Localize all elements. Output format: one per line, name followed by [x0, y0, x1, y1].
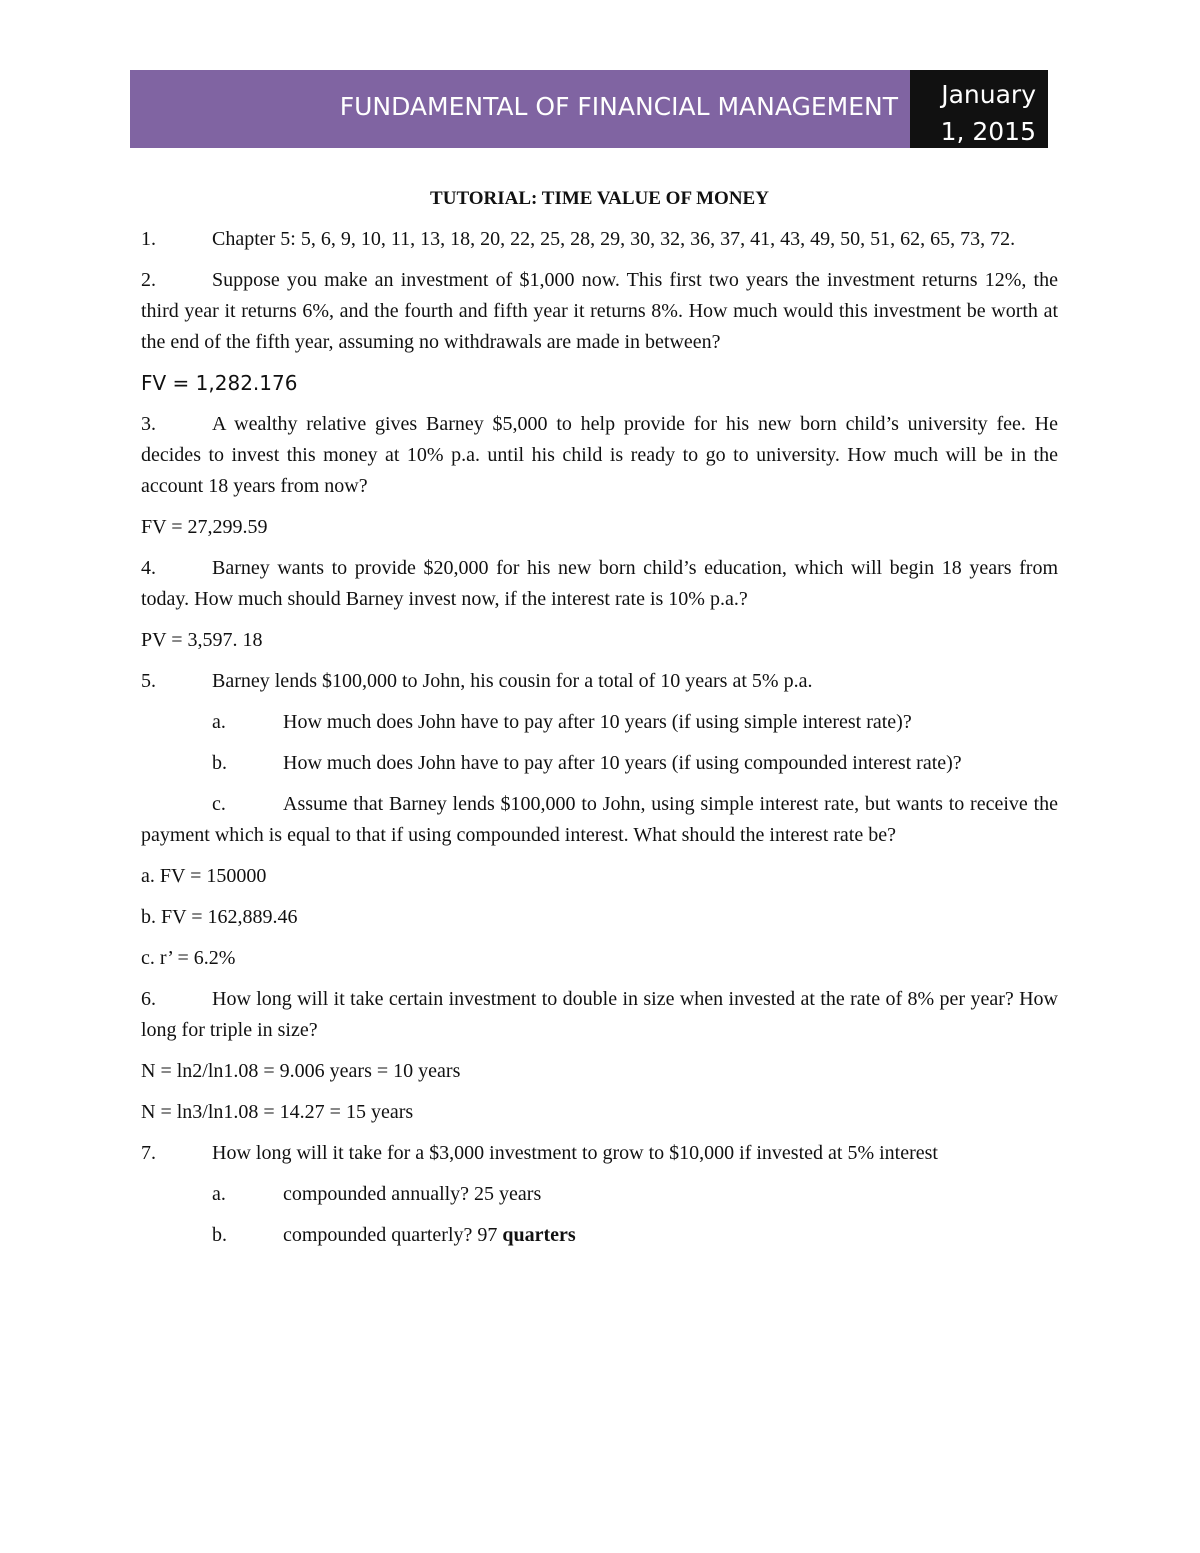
question-number: 1.	[141, 228, 156, 250]
subquestion-letter: b.	[212, 752, 227, 774]
question-6	[141, 984, 1058, 1046]
question-text: Barney wants to provide $20,000 for his new born child’s education, which will begin 18 years from today. How much should Barney invest now, if the interest rate is 10% p.a.?	[141, 557, 1058, 610]
question-text: How long will it take for a $3,000 investment to grow to $10,000 if invested at 5% interest	[212, 1142, 938, 1164]
subquestion-letter: b.	[212, 1224, 227, 1246]
answer-5a: a. FV = 150000	[141, 865, 267, 887]
question-number: 3.	[141, 413, 156, 435]
question-number: 5.	[141, 670, 156, 692]
subquestion-text: compounded quarterly? 97	[283, 1224, 498, 1246]
question-text: Chapter 5: 5, 6, 9, 10, 11, 13, 18, 20, 22, 25, 28, 29, 30, 32, 36, 37, 41, 43, 49, 50, 51, 62, 65, 73, 72.	[212, 228, 1016, 250]
question-7b	[141, 1220, 1058, 1251]
subquestion-text: Assume that Barney lends $100,000 to John, using simple interest rate, but wants to receive the payment which is equal to that if using compounded interest. What should the interest rate be?	[141, 793, 1058, 846]
answer-6-triple: N = ln3/ln1.08 = 14.27 = 15 years	[141, 1101, 414, 1123]
question-number: 4.	[141, 557, 156, 579]
header-band	[130, 70, 910, 148]
question-5c	[141, 789, 1058, 851]
header-date	[910, 70, 1048, 148]
question-number: 6.	[141, 988, 156, 1010]
header-date-line1: January	[941, 80, 1036, 109]
question-2	[141, 265, 1058, 358]
page-title: TUTORIAL: TIME VALUE OF MONEY	[430, 188, 769, 209]
question-text: Barney lends $100,000 to John, his cousin for a total of 10 years at 5% p.a.	[212, 670, 813, 692]
subquestion-text: compounded annually? 25 years	[283, 1183, 542, 1205]
question-number: 2.	[141, 269, 156, 291]
subquestion-text: How much does John have to pay after 10 years (if using simple interest rate)?	[283, 711, 912, 733]
question-7	[141, 1138, 1058, 1169]
subquestion-letter: a.	[212, 711, 226, 733]
document-body	[141, 183, 1058, 1261]
question-4	[141, 553, 1058, 615]
answer-4: PV = 3,597. 18	[141, 629, 263, 651]
question-text: Suppose you make an investment of $1,000 now. This first two years the investment returns 12%, the third year it returns 6%, and the fourth and fifth year it returns 8%. How much would this investment be worth at the end of the fifth year, assuming no withdrawals are made in between?	[141, 269, 1058, 353]
subquestion-letter: c.	[212, 793, 226, 815]
subquestion-letter: a.	[212, 1183, 226, 1205]
answer-5c: c. r’ = 6.2%	[141, 947, 236, 969]
question-5	[141, 666, 1058, 697]
subquestion-bold-text: quarters	[502, 1224, 576, 1246]
answer-2: FV = 1,282.176	[141, 371, 298, 395]
question-text: A wealthy relative gives Barney $5,000 to help provide for his new born child’s university fee. He decides to invest this money at 10% p.a. until his child is ready to go to university. How much will be in the account 18 years from now?	[141, 413, 1058, 497]
answer-6-double: N = ln2/ln1.08 = 9.006 years = 10 years	[141, 1060, 461, 1082]
header-title: FUNDAMENTAL OF FINANCIAL MANAGEMENT	[339, 92, 898, 121]
question-1	[141, 224, 1058, 255]
question-7a	[141, 1179, 1058, 1210]
subquestion-text: How much does John have to pay after 10 years (if using compounded interest rate)?	[283, 752, 962, 774]
question-5b	[141, 748, 1058, 779]
answer-3: FV = 27,299.59	[141, 516, 268, 538]
header-date-line2: 1, 2015	[940, 117, 1036, 146]
question-5a	[141, 707, 1058, 738]
question-number: 7.	[141, 1142, 156, 1164]
question-3	[141, 409, 1058, 502]
question-text: How long will it take certain investment to double in size when invested at the rate of 8% per year? How long for triple in size?	[141, 988, 1058, 1041]
answer-5b: b. FV = 162,889.46	[141, 906, 298, 928]
